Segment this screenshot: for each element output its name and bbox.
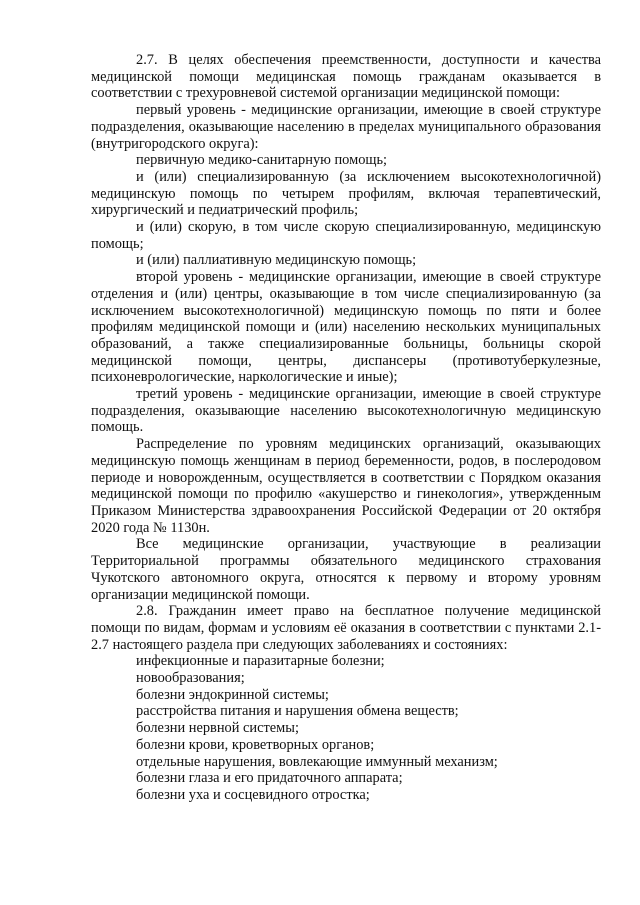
list-item: болезни глаза и его придаточного аппарата;: [136, 770, 403, 787]
list-item: и (или) скорую, в том числе скорую специализированную, медицинскую помощь;: [91, 219, 601, 252]
list-item: новообразования;: [136, 670, 245, 687]
list-item: инфекционные и паразитарные болезни;: [136, 653, 385, 670]
list-item: отдельные нарушения, вовлекающие иммунный механизм;: [136, 753, 498, 770]
paragraph-distribution: Распределение по уровням медицинских организаций, оказывающих медицинскую помощь женщинам в период беременности, родов, в послеродовом периоде и новорожденным, осуществляется в соответствии с Порядком оказания медицинской помощи по профилю «акушерство и гинекология», утвержденным Приказом Министерства здравоохранения Российской Федерации от 20 октября 2020 года № 1130н.: [91, 436, 601, 536]
paragraph-first-level: первый уровень - медицинские организации, имеющие в своей структуре подразделения, оказывающие населению в пределах муниципального образования (внутригородского округа):: [91, 102, 601, 152]
paragraph-all-organizations: Все медицинские организации, участвующие в реализации Территориальной программы обязательного медицинского страхования Чукотского автономного округа, относятся к первому и второму уровням организации медицинской помощи.: [91, 536, 601, 603]
list-item: и (или) специализированную (за исключением высокотехнологичной) медицинскую помощь по четырем профилям, включая терапевтический, хирургический и педиатрический профиль;: [91, 168, 601, 219]
list-item: расстройства питания и нарушения обмена веществ;: [136, 703, 459, 720]
list-item: болезни уха и сосцевидного отростка;: [136, 786, 370, 803]
list-item: первичную медико-санитарную помощь;: [136, 152, 388, 169]
paragraph-second-level: второй уровень - медицинские организации, имеющие в своей структуре отделения и (или) центры, оказывающие в том числе специализированную (за исключением высокотехнологичной) медицинскую помощь по пяти и более профилям медицинской помощи и (или) населению нескольких муниципальных образований, а также специализированные больницы, больницы скорой медицинской помощи, центры, диспансеры (противотуберкулезные, психоневрологические, наркологические и иные);: [91, 269, 601, 386]
paragraph-2-7-intro: 2.7. В целях обеспечения преемственности, доступности и качества медицинской помощи медицинская помощь гражданам оказывается в соответствии с трехуровневой системой организации медицинской помощи:: [91, 52, 601, 102]
document-page: [91, 52, 601, 804]
list-item: болезни крови, кроветворных органов;: [136, 736, 375, 753]
paragraph-third-level: третий уровень - медицинские организации, имеющие в своей структуре подразделения, оказывающие населению высокотехнологичную медицинскую помощь.: [91, 386, 601, 436]
list-item: болезни нервной системы;: [136, 720, 299, 737]
list-item: и (или) паллиативную медицинскую помощь;: [136, 252, 417, 269]
paragraph-2-8-intro: 2.8. Гражданин имеет право на бесплатное получение медицинской помощи по видам, формам и условиям её оказания в соответствии с пунктами 2.1-2.7 настоящего раздела при следующих заболеваниях и состояниях:: [91, 603, 601, 653]
list-item: болезни эндокринной системы;: [136, 686, 329, 703]
